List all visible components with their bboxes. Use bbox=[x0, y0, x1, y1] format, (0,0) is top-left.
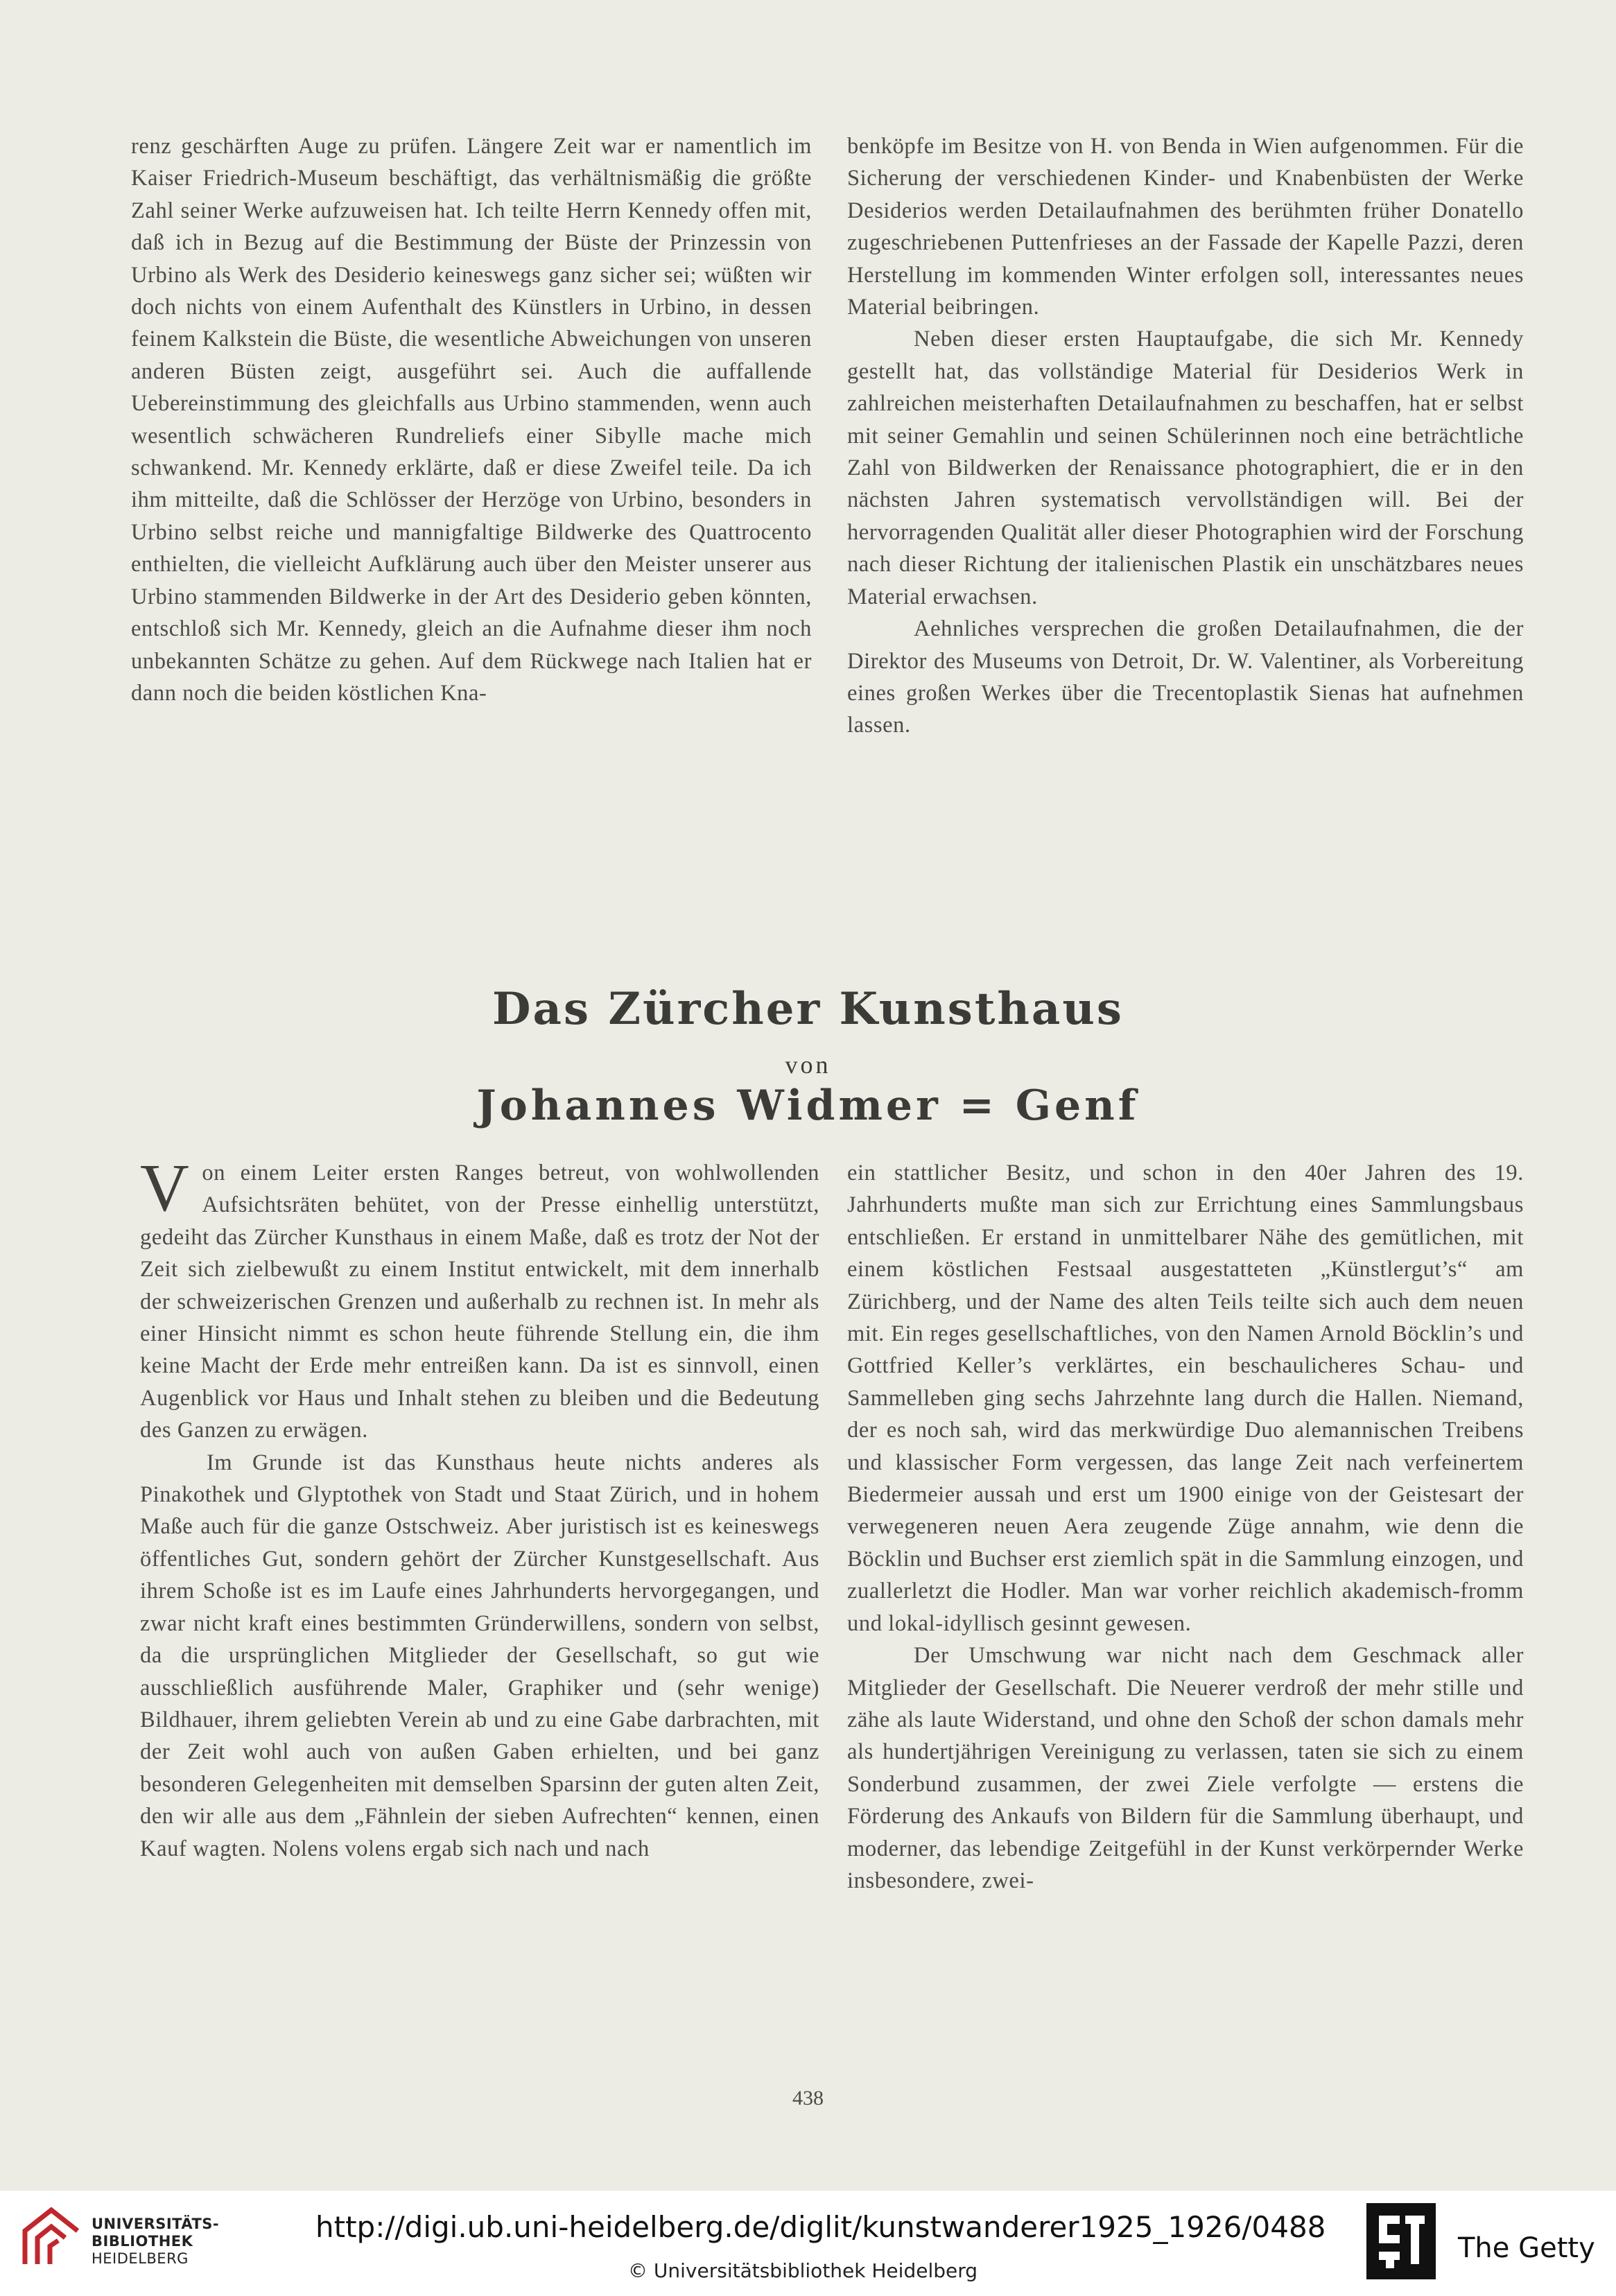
paragraph: Der Umschwung war nicht nach dem Geschmack aller Mitglieder der Gesellschaft. Die Neuerer verdroß der mehr stille und zähe als laute Widerstand, und ohne den Schoß der schon damals mehr als hundertjährigen Vereinigung zu verlassen, taten sie sich zu einem Sonderbund zusammen, der zwei Ziele verfolgte — erstens die Förderung des Ankaufs von Bildern für die Sammlung überhaupt, und moderner, das lebendige Zeitgefühl in der Kunst verkörpernder Werke insbesondere, zwei- bbox=[847, 1643, 1524, 1893]
copyright-notice: © Universitätsbibliothek Heidelberg bbox=[628, 2259, 978, 2282]
paragraph: renz geschärften Auge zu prüfen. Längere Zeit war er namentlich im Kaiser Friedrich-Museum beschäftigt, das verhältnismäßig die größte Zahl seiner Werke aufzuweisen hat. Ich teilte Herrn Kennedy offen mit, daß ich in Bezug auf die Bestimmung der Büste der Prinzessin von Urbino als Werk des Desiderio keineswegs ganz sicher sei; wüßten wir doch nichts von einem Aufenthalt des Künstlers in Urbino, in dessen feinem Kalkstein die Büste, die wesentliche Abweichungen von unseren anderen Büsten zeigt, ausgeführt sei. Auch die auffallende Uebereinstimmung des gleichfalls aus Urbino stammenden, wenn auch wesentlich schwächeren Rundreliefs einer Sibylle mache mich schwankend. Mr. Kennedy erklärte, daß er diese Zweifel teile. Da ich ihm mitteilte, daß die Schlösser der Herzöge von Urbino, besonders in Urbino selbst reiche und mannigfaltige Bildwerke des Quattrocento enthielten, die vielleicht Aufklärung auch über den Meister unserer aus Urbino stammenden Bildwerke in der Art des Desiderio geben könnten, entschloß sich Mr. Kennedy, gleich an die Aufnahme dieser ihm noch unbekannten Schätze zu gehen. Auf dem Rückwege nach Italien hat er dann noch die beiden köstlichen Kna- bbox=[131, 134, 812, 706]
paragraph-text: on einem Leiter ersten Ranges betreut, von wohlwollenden Aufsichtsräten behütet, von der Presse einhellig unterstützt, gedeiht das Zürcher Kunsthaus in einem Maße, daß es trotz der Not der Zeit sich zielbewußt zu einem Institut entwickelt, mit dem innerhalb der schweizerischen Grenzen und außerhalb zu rechnen ist. In mehr als einer Hinsicht nimmt es schon heute führende Stellung ein, die ihm keine Macht der Erde mehr entreißen kann. Da ist es sinnvoll, einen Augenblick vor Haus und Inhalt stehen zu bleiben und die Bedeutung des Ganzen zu erwägen. bbox=[140, 1160, 819, 1443]
column-bottom-left bbox=[140, 1151, 819, 1865]
ub-heidelberg-logo-icon bbox=[18, 2203, 85, 2270]
paragraph: Aehnliches versprechen die großen Detailaufnahmen, die der Direktor des Museums von Detroit, Dr. W. Valentiner, als Vorbereitung eines großen Werkes über die Trecentoplastik Sienas hat aufnehmen lassen. bbox=[847, 616, 1524, 738]
column-top-right bbox=[847, 130, 1524, 742]
paragraph: ein stattlicher Besitz, und schon in den 40er Jahren des 19. Jahrhunderts mußte man sich zur Errichtung eines Sammlungsbaus entschließen. Er erstand in unmittelbarer Nähe des gemütlichen, mit einem köstlichen Festsaal ausgestatteten „Künstlergut’s“ am Zürichberg, und der Name des alten Teils teilte sich auch dem neuen mit. Ein reges gesellschaftliches, von den Namen Arnold Böcklin’s und Gottfried Keller’s verklärtes, ein beschaulicheres Schau- und Sammelleben ging sechs Jahrzehnte lang durch die Hallen. Niemand, der es noch sah, wird das merkwürdige Duo alemannischen Treibens und klassischer Form vergessen, das lange Zeit nach verfeinertem Biedermeier aussah und erst um 1900 einige von der Geistesart der verwegeneren neuen Aera zeugende Züge annahm, wie denn die Böcklin und Buchser erst ziemlich spät in die Sammlung einzogen, und zuallerletzt die Hodler. Man war vorher reichlich akademisch-fromm und lokal-idyllisch gesinnt gewesen. bbox=[847, 1160, 1524, 1636]
getty-logo-icon bbox=[1362, 2198, 1445, 2288]
library-name: UNIVERSITÄTS- BIBLIOTHEK HEIDELBERG bbox=[92, 2216, 220, 2267]
column-bottom-right bbox=[847, 1157, 1524, 1897]
permalink-url[interactable]: http://digi.ub.uni-heidelberg.de/diglit/kunstwanderer1925_1926/0488 bbox=[315, 2210, 1326, 2244]
drop-cap: V bbox=[140, 1151, 190, 1226]
paragraph: benköpfe im Besitze von H. von Benda in Wien aufgenommen. Für die Sicherung der verschiedenen Kinder- und Knabenbüsten der Werke Desiderios werden Detailaufnahmen des berühmten früher Donatello zugeschriebenen Puttenfrieses an der Fassade der Kapelle Pazzi, deren Herstellung im kommenden Winter erfolgen soll, interessantes neues Material beibringen. bbox=[847, 134, 1524, 320]
page-number: 438 bbox=[792, 2087, 824, 2110]
column-top-left bbox=[131, 130, 812, 709]
article-title: Das Zürcher Kunsthaus bbox=[492, 983, 1124, 1035]
paragraph: Im Grunde ist das Kunsthaus heute nichts anderes als Pinakothek und Glyptothek von Stadt und Staat Zürich, und in hohem Maße auch für die ganze Ostschweiz. Aber juristisch ist es keineswegs öffentliches Gut, sondern gehört der Zürcher Kunstgesellschaft. Aus ihrem Schoße ist es im Laufe eines Jahrhunderts hervorgegangen, und zwar nicht kraft eines bestimmten Gründerwillens, sondern von selbst, da die ursprünglichen Mitglieder der Gesellschaft, so gut wie ausschließlich ausführende Maler, Graphiker und (sehr wenige) Bildhauer, ihrem geliebten Verein ab und zu eine Gabe darbrachten, mit der Zeit wohl auch von außen Gaben erhielten, und bei ganz besonderen Gelegenheiten mit demselben Sparsinn der guten alten Zeit, den wir alle aus dem „Fähnlein der sieben Aufrechten“ kennen, einen Kauf wagten. Nolens volens ergab sich nach und nach bbox=[140, 1450, 819, 1861]
article-author: Johannes Widmer = Genf bbox=[476, 1081, 1140, 1130]
paragraph bbox=[140, 1151, 819, 1447]
article-byline-von: von bbox=[785, 1051, 831, 1079]
getty-label: The Getty bbox=[1458, 2232, 1595, 2264]
paragraph: Neben dieser ersten Hauptaufgabe, die sich Mr. Kennedy gestellt hat, das vollständige Material für Desiderios Werk in zahlreichen meisterhaften Detailaufnahmen zu beschaffen, hat er selbst mit seiner Gemahlin und seinen Schülerinnen noch eine beträchtliche Zahl von Bildwerken der Renaissance photographiert, die er in den nächsten Jahren systematisch vervollständigen will. Bei der hervorragenden Qualität aller dieser Photographien wird der Forschung nach dieser Richtung der italienischen Plastik ein unschätzbares neues Material erwachsen. bbox=[847, 327, 1524, 609]
